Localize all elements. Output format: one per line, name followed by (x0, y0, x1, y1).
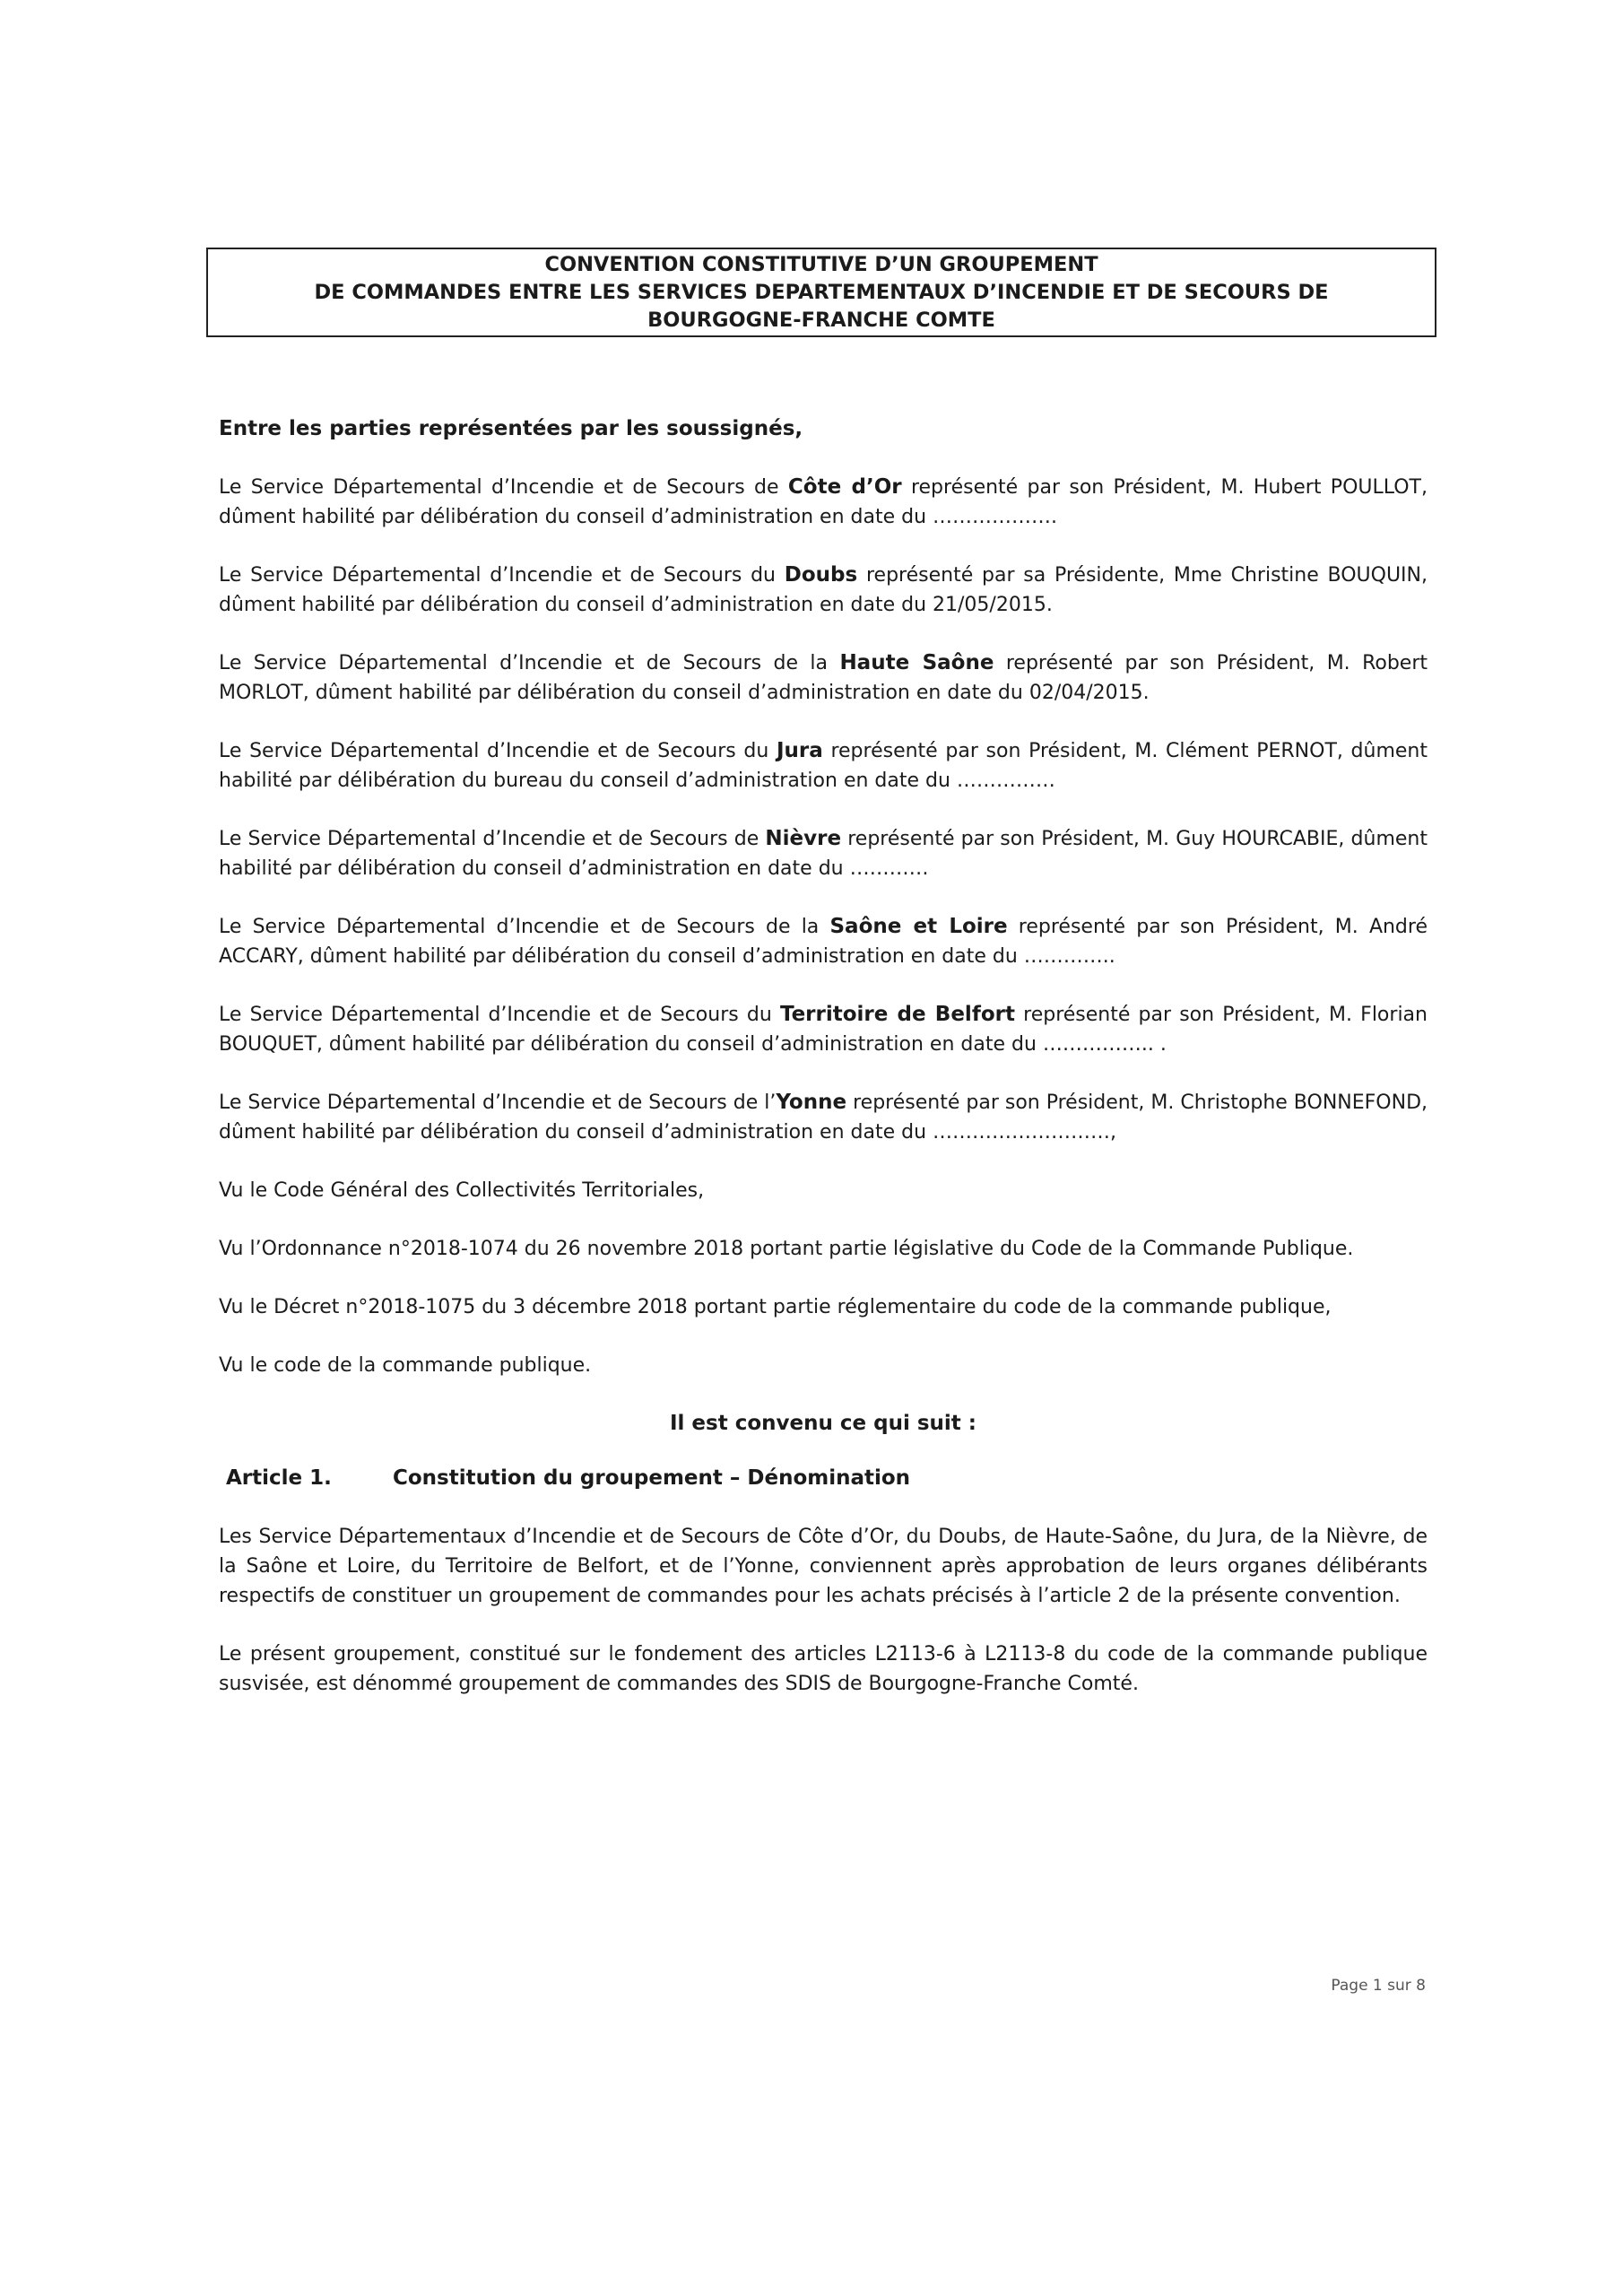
convenu-heading: Il est convenu ce qui suit : (669, 1412, 976, 1435)
party-text: représenté par son Président, M. Florian BOUQUET, dûment habilité par délibération du conseil d’administration en date du …………….. . (219, 1004, 1428, 1056)
party-text: Le Service Départemental d’Incendie et de Secours du (219, 1004, 780, 1026)
party-department: Doubs (784, 563, 858, 587)
party-text: Le Service Départemental d’Incendie et de Secours de la (219, 916, 830, 938)
party-text: représenté par son Président, M. Robert MORLOT, dûment habilité par délibération du conseil d’administration en date du 02/04/2015. (219, 652, 1428, 704)
vu-paragraph: Vu le Décret n°2018-1075 du 3 décembre 2018 portant partie réglementaire du code de la commande publique, (219, 1296, 1332, 1318)
article-paragraph: Le présent groupement, constitué sur le fondement des articles L2113-6 à L2113-8 du code de la commande publique susvisée, est dénommé groupement de commandes des SDIS de Bourgogne-Franche Comté. (219, 1643, 1428, 1695)
party-department: Yonne (776, 1091, 847, 1114)
party-text: représenté par son Président, M. Hubert POULLOT, dûment habilité par délibération du conseil d’administration en date du ………………. (219, 476, 1428, 528)
party-text: Le Service Départemental d’Incendie et de Secours de la (219, 652, 840, 674)
article-paragraph: Les Service Départementaux d’Incendie et de Secours de Côte d’Or, du Doubs, de Haute-Saône, du Jura, de la Nièvre, de la Saône et Loire, du Territoire de Belfort, et de l’Yonne, conviennent après approbation de leurs organes délibérants respectifs de constituer un groupement de commandes pour les achats précisés à l’article 2 de la présente convention. (219, 1526, 1428, 1607)
party-paragraph (219, 824, 1428, 883)
party-department: Haute Saône (839, 651, 994, 674)
article-number: Article 1. (226, 1466, 332, 1490)
vu-paragraph: Vu le Code Général des Collectivités Territoriales, (219, 1179, 705, 1202)
party-department: Saône et Loire (829, 915, 1008, 938)
party-text: Le Service Départemental d’Incendie et de Secours de (219, 476, 788, 499)
party-text: Le Service Départemental d’Incendie et de Secours du (219, 740, 777, 762)
party-text: représenté par son Président, M. Christophe BONNEFOND, dûment habilité par délibération du conseil d’administration en date du ………………………, (219, 1091, 1428, 1144)
party-text: Le Service Départemental d’Incendie et de Secours de (219, 828, 766, 850)
vu-paragraph: Vu l’Ordonnance n°2018-1074 du 26 novembre 2018 portant partie législative du Code de la Commande Publique. (219, 1238, 1354, 1260)
title-line-1: CONVENTION CONSTITUTIVE D’UN GROUPEMENT (544, 252, 1098, 276)
party-paragraph (219, 736, 1428, 796)
party-text: représenté par son Président, M. Guy HOURCABIE, dûment habilité par délibération du conseil d’administration en date du ………… (219, 828, 1428, 880)
party-text: représenté par son Président, M. André ACCARY, dûment habilité par délibération du conseil d’administration en date du ………….. (219, 916, 1428, 968)
title-line-2: DE COMMANDES ENTRE LES SERVICES DEPARTEMENTAUX D’INCENDIE ET DE SECOURS DE (314, 280, 1329, 304)
vu-paragraph: Vu le code de la commande publique. (219, 1354, 592, 1377)
party-paragraph (219, 473, 1428, 532)
article-heading (226, 1464, 1428, 1493)
party-paragraph (219, 912, 1428, 971)
party-paragraph (219, 561, 1428, 620)
party-paragraph (219, 1000, 1428, 1059)
title-line-3: BOURGOGNE-FRANCHE COMTE (647, 308, 995, 332)
party-department: Jura (776, 739, 823, 762)
document-body (219, 414, 1428, 1727)
party-paragraph (219, 648, 1428, 708)
party-text: représenté par son Président, M. Clément PERNOT, dûment habilité par délibération du bureau du conseil d’administration en date du …………… (219, 740, 1428, 792)
party-text: Le Service Départemental d’Incendie et de Secours de l’ (219, 1091, 777, 1114)
page-number: Page 1 sur 8 (1331, 1977, 1426, 1995)
party-department: Nièvre (765, 827, 842, 850)
party-department: Territoire de Belfort (779, 1003, 1015, 1026)
party-department: Côte d’Or (787, 475, 902, 499)
party-text: représenté par sa Présidente, Mme Christine BOUQUIN, dûment habilité par délibération du conseil d’administration en date du 21/05/2015. (219, 564, 1428, 616)
intro-heading: Entre les parties représentées par les soussignés, (219, 417, 803, 440)
party-text: Le Service Départemental d’Incendie et de Secours du (219, 564, 785, 587)
party-paragraph (219, 1088, 1428, 1147)
title-box (206, 248, 1436, 337)
article-title: Constitution du groupement – Dénomination (393, 1466, 911, 1490)
